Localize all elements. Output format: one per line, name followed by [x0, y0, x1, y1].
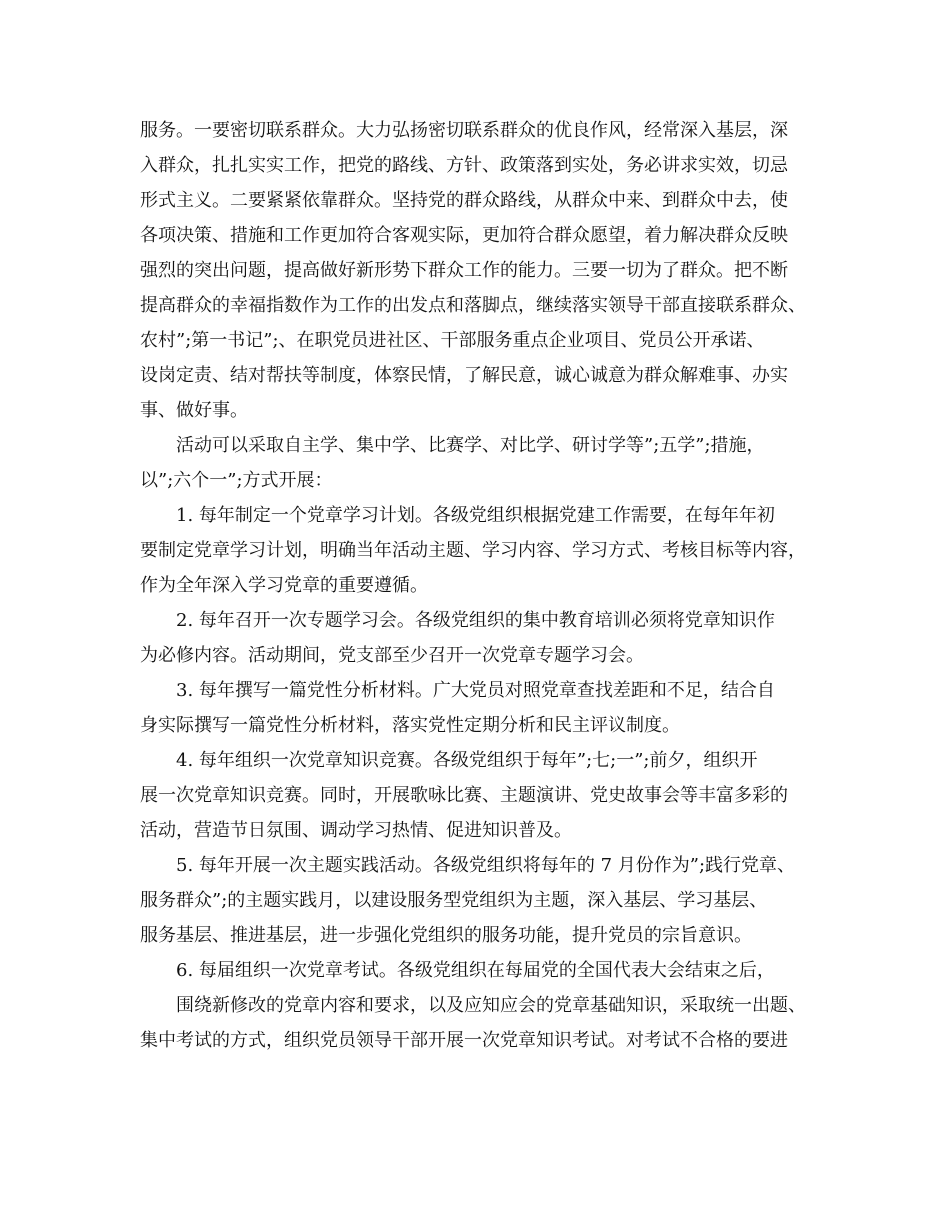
- text-line: 设岗定责、结对帮扶等制度，体察民情，了解民意，诚心诚意为群众解难事、办实: [140, 365, 788, 386]
- list-item-2-line: 2. 每年召开一次专题学习会。各级党组织的集中教育培训必须将党章知识作: [176, 610, 775, 631]
- text-line: 集中考试的方式，组织党员领导干部开展一次党章知识考试。对考试不合格的要进: [140, 1030, 788, 1051]
- list-item-4-line: 4. 每年组织一次党章知识竞赛。各级党组织于每年”;七;一”;前夕，组织开: [176, 750, 758, 771]
- list-item-3-line: 3. 每年撰写一篇党性分析材料。广大党员对照党章查找差距和不足，结合自: [176, 680, 775, 701]
- list-item-1-line: 1. 每年制定一个党章学习计划。各级党组织根据党建工作需要，在每年年初: [176, 505, 775, 526]
- text-line: 作为全年深入学习党章的重要遵循。: [140, 575, 428, 596]
- text-line: 活动，营造节日氛围、调动学习热情、促进知识普及。: [140, 820, 572, 841]
- text-line: 要制定党章学习计划，明确当年活动主题、学习内容、学习方式、考核目标等内容，: [140, 540, 806, 561]
- text-line: 展一次党章知识竞赛。同时，开展歌咏比赛、主题演讲、党史故事会等丰富多彩的: [140, 785, 788, 806]
- text-line: 身实际撰写一篇党性分析材料，落实党性定期分析和民主评议制度。: [140, 715, 680, 736]
- text-line: 服务。一要密切联系群众。大力弘扬密切联系群众的优良作风，经常深入基层，深: [140, 120, 788, 141]
- text-line: 形式主义。二要紧紧依靠群众。坚持党的群众路线，从群众中来、到群众中去，使: [140, 190, 788, 211]
- document-body: [140, 113, 825, 1058]
- paragraph-start-line: 活动可以采取自主学、集中学、比赛学、对比学、研讨学等”;五学”;措施，: [176, 435, 765, 456]
- text-line: 以”;六个一”;方式开展：: [140, 470, 333, 491]
- text-line: 农村”;第一书记”;、在职党员进社区、干部服务重点企业项目、党员公开承诺、: [140, 330, 765, 351]
- text-line: 服务群众”;的主题实践月，以建设服务型党组织为主题，深入基层、学习基层、: [140, 890, 768, 911]
- text-line: 服务基层、推进基层，进一步强化党组织的服务功能，提升党员的宗旨意识。: [140, 925, 752, 946]
- text-line: 事、做好事。: [140, 400, 248, 421]
- paragraph-start-line: 围绕新修改的党章内容和要求，以及应知应会的党章基础知识，采取统一出题、: [176, 995, 806, 1016]
- text-line: 入群众，扎扎实实工作，把党的路线、方针、政策落到实处，务必讲求实效，切忌: [140, 155, 788, 176]
- text-line: 提高群众的幸福指数作为工作的出发点和落脚点，继续落实领导干部直接联系群众、: [140, 295, 806, 316]
- text-line: 各项决策、措施和工作更加符合客观实际，更加符合群众愿望，着力解决群众反映: [140, 225, 788, 246]
- list-item-6-line: 6. 每届组织一次党章考试。各级党组织在每届党的全国代表大会结束之后，: [176, 960, 775, 981]
- list-item-5-line: 5. 每年开展一次主题实践活动。各级党组织将每年的 7 月份作为”;践行党章、: [176, 855, 796, 876]
- text-line: 为必修内容。活动期间，党支部至少召开一次党章专题学习会。: [140, 645, 644, 666]
- text-line: 强烈的突出问题，提高做好新形势下群众工作的能力。三要一切为了群众。把不断: [140, 260, 788, 281]
